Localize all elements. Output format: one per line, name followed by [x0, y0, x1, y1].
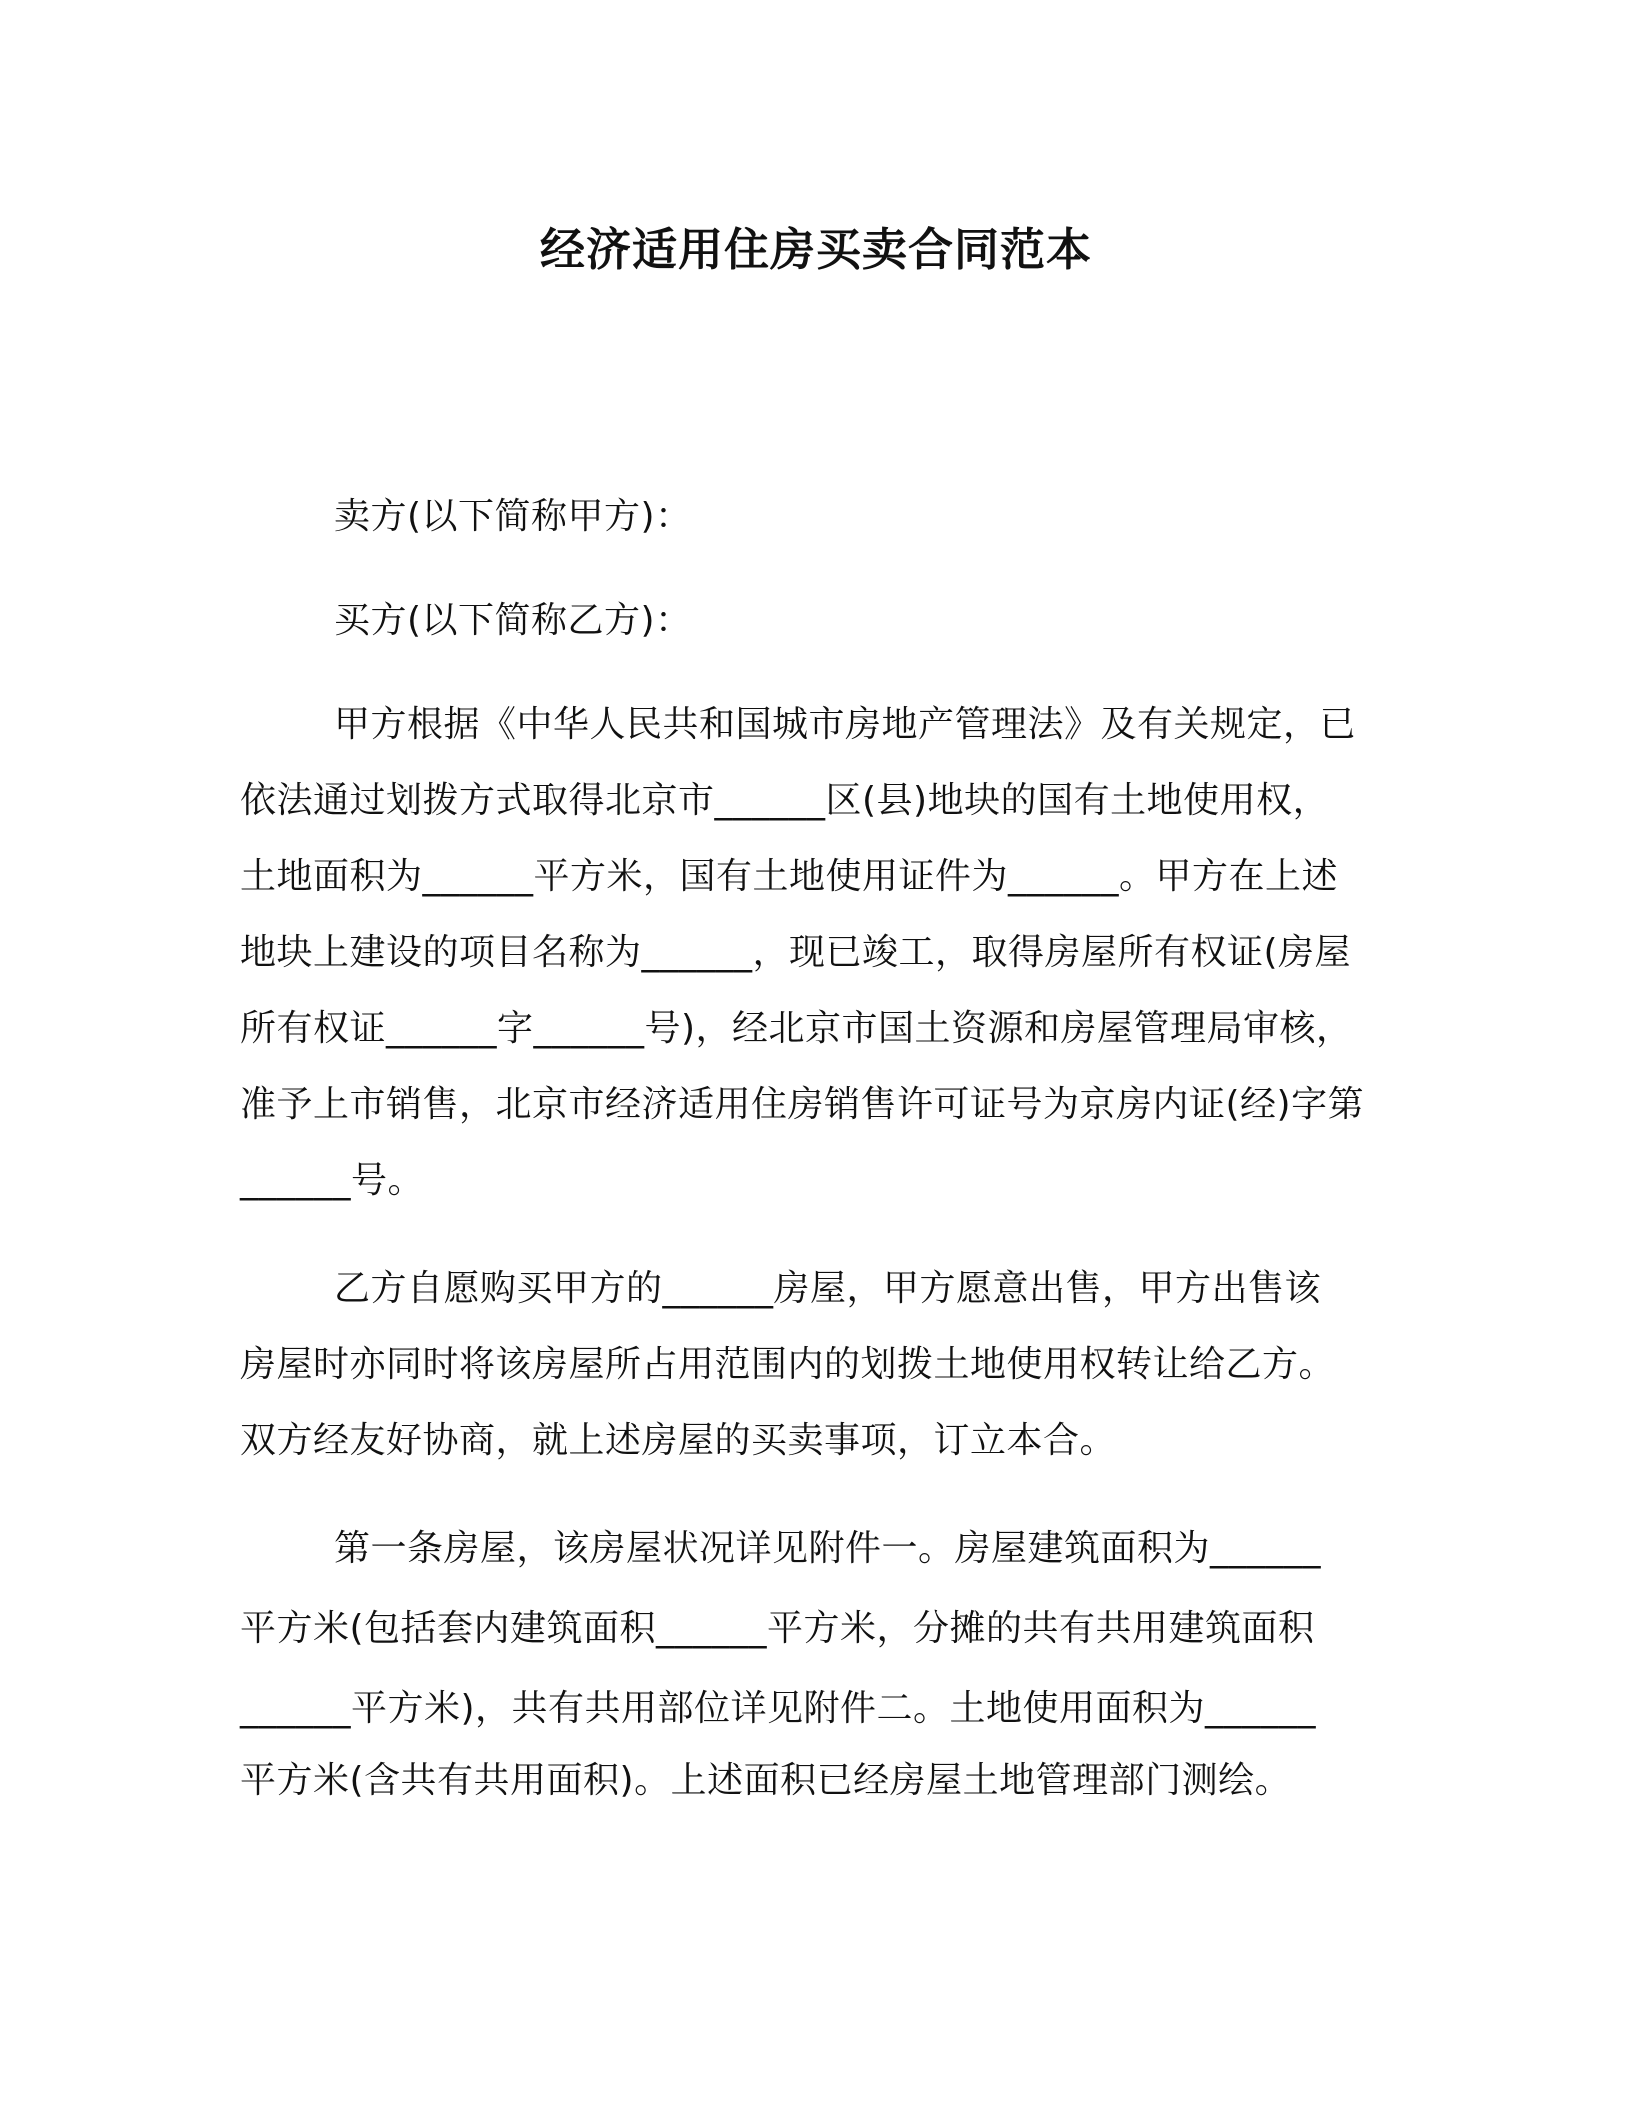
paragraph-2-line: 双方经友好协商，就上述房屋的买卖事项，订立本合。 [240, 1420, 1117, 1461]
buyer-party-line: 买方(以下简称乙方)： [334, 600, 692, 641]
paragraph-3-line: 平方米(含共有共用面积)。上述面积已经房屋土地管理部门测绘。 [240, 1760, 1292, 1801]
paragraph-1-line: ______号。 [240, 1160, 425, 1201]
paragraph-1-line: 土地面积为______平方米，国有土地使用证件为______。甲方在上述 [240, 856, 1339, 897]
document-title: 经济适用住房买卖合同范本 [539, 223, 1092, 276]
paragraph-1-line: 依法通过划拨方式取得北京市______区(县)地块的国有土地使用权， [240, 780, 1330, 821]
paragraph-3-line: 第一条房屋，该房屋状况详见附件一。房屋建筑面积为______ [334, 1528, 1322, 1569]
paragraph-1-line: 准予上市销售，北京市经济适用住房销售许可证号为京房内证(经)字第 [240, 1084, 1365, 1125]
paragraph-1-line: 地块上建设的项目名称为______，现已竣工，取得房屋所有权证(房屋 [240, 932, 1352, 973]
paragraph-3-line: 平方米(包括套内建筑面积______平方米，分摊的共有共用建筑面积 [240, 1608, 1315, 1649]
paragraph-3-line: ______平方米)，共有共用部位详见附件二。土地使用面积为______ [240, 1688, 1317, 1729]
paragraph-1-line: 所有权证______字______号)，经北京市国土资源和房屋管理局审核， [240, 1008, 1353, 1049]
paragraph-2-line: 乙方自愿购买甲方的______房屋，甲方愿意出售，甲方出售该 [334, 1268, 1322, 1309]
seller-party-line: 卖方(以下简称甲方)： [334, 496, 692, 537]
paragraph-1-line: 甲方根据《中华人民共和国城市房地产管理法》及有关规定，已 [334, 704, 1357, 745]
paragraph-2-line: 房屋时亦同时将该房屋所占用范围内的划拨土地使用权转让给乙方。 [240, 1344, 1336, 1385]
